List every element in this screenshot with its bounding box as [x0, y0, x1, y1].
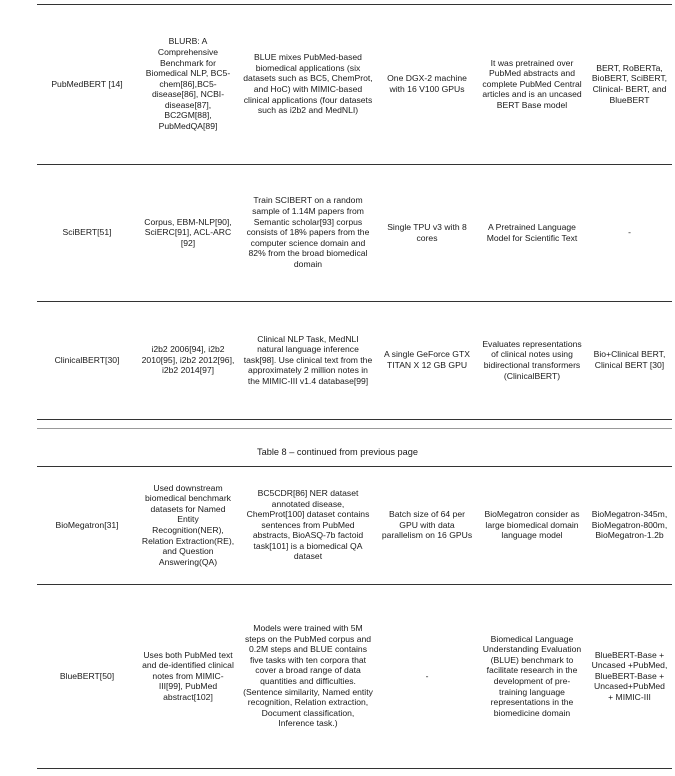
- datasets-cell: i2b2 2006[94], i2b2 2010[95], i2b2 2012[96], i2b2 2014[97]: [141, 344, 235, 376]
- table-row: [37, 466, 672, 584]
- notes-cell: Evaluates representations of clinical notes using bidirectional transformers (ClinicalBERT): [482, 338, 582, 381]
- datasets-cell: BLURB: A Comprehensive Benchmark for Biomedical NLP, BC5-chem[86],BC5-disease[86], NCBI-disease[87], BC2GM[88], PubMedQA[89]: [145, 36, 231, 132]
- variants-cell: -: [628, 227, 631, 238]
- table-row: [37, 4, 672, 164]
- table-row: [37, 164, 672, 301]
- hardware-cell: One DGX-2 machine with 16 V100 GPUs: [387, 73, 467, 94]
- hardware-cell: -: [425, 670, 429, 681]
- notes-cell: Biomedical Language Understanding Evaluation (BLUE) benchmark to facilitate research in the development of pre-training language representations in the biomedicine domain: [482, 633, 582, 718]
- table-caption: Table 8 – continued from previous page: [257, 447, 418, 457]
- model-name-cell: BlueBERT[50]: [59, 670, 115, 681]
- datasets-cell: Used downstream biomedical benchmark datasets for Named Entity Recognition(NER), Relation Extraction(RE), and Question Answering(QA): [141, 482, 235, 567]
- model-name-cell: ClinicalBERT[30]: [54, 354, 120, 365]
- variants-cell: BlueBERT-Base + Uncased +PubMed, BlueBERT-Base + Uncased+PubMed + MIMIC-III: [591, 649, 668, 702]
- table-row: [37, 301, 672, 419]
- description-cell: BC5CDR[86] NER dataset annotated disease, ChemProt[100] dataset contains sentences from PubMed abstracts, BioASQ-7b factoid task[101] is a biomedical QA dataset: [246, 487, 370, 562]
- notes-cell: A Pretrained Language Model for Scientific Text: [486, 221, 578, 243]
- description-cell: Clinical NLP Task, MedNLI natural language inference task[98]. Use clinical text from the approximately 2 million notes in the MIMIC-III v1.4 database[99]: [243, 333, 373, 386]
- table-row: [37, 584, 672, 768]
- datasets-cell: Uses both PubMed text and de-identified clinical notes from MIMIC-III[99], PubMed abstract[102]: [142, 649, 234, 702]
- variants-cell: BERT, RoBERTa, BioBERT, SciBERT, Clinical- BERT, and BlueBERT: [591, 62, 668, 105]
- notes-cell: BioMegatron consider as large biomedical domain language model: [484, 509, 580, 541]
- hardware-cell: Batch size of 64 per GPU with data parallelism on 16 GPUs: [381, 509, 473, 541]
- table-rule: [37, 768, 672, 769]
- table-rule: [37, 419, 672, 420]
- description-cell: Train SCIBERT on a random sample of 1.14M papers from Semantic scholar[93] corpus consists of 18% papers from the computer science domain and 82% from the broad biomedical domain: [246, 195, 370, 269]
- notes-cell: It was pretrained over PubMed abstracts and complete PubMed Central articles and is an uncased BERT Base model: [482, 57, 582, 110]
- model-name-cell: PubMedBERT [14]: [51, 78, 123, 89]
- model-name-cell: BioMegatron[31]: [55, 519, 119, 530]
- description-cell: Models were trained with 5M steps on the PubMed corpus and 0.2M steps and BLUE contains five tasks with ten corpora that cover a broad range of data quantities and difficulties. (Sentence similarity, Named entity recognition, Relation extraction, Document classification, Inference task.): [243, 623, 373, 729]
- page-break-rule: [37, 428, 672, 429]
- variants-cell: BioMegatron-345m, BioMegatron-800m, BioMegatron-1.2b: [591, 509, 668, 541]
- model-name-cell: SciBERT[51]: [62, 227, 112, 238]
- hardware-cell: A single GeForce GTX TITAN X 12 GB GPU: [384, 349, 470, 370]
- datasets-cell: Corpus, EBM-NLP[90], SciERC[91], ACL-ARC [92]: [144, 216, 232, 248]
- variants-cell: Bio+Clinical BERT, Clinical BERT [30]: [593, 349, 666, 370]
- hardware-cell: Single TPU v3 with 8 cores: [387, 221, 467, 243]
- description-cell: BLUE mixes PubMed-based biomedical applications (six datasets such as BC5, ChemProt, and HoC) with MIMIC-based clinical applications (four datasets such as i2b2 and MedNLI): [243, 52, 373, 116]
